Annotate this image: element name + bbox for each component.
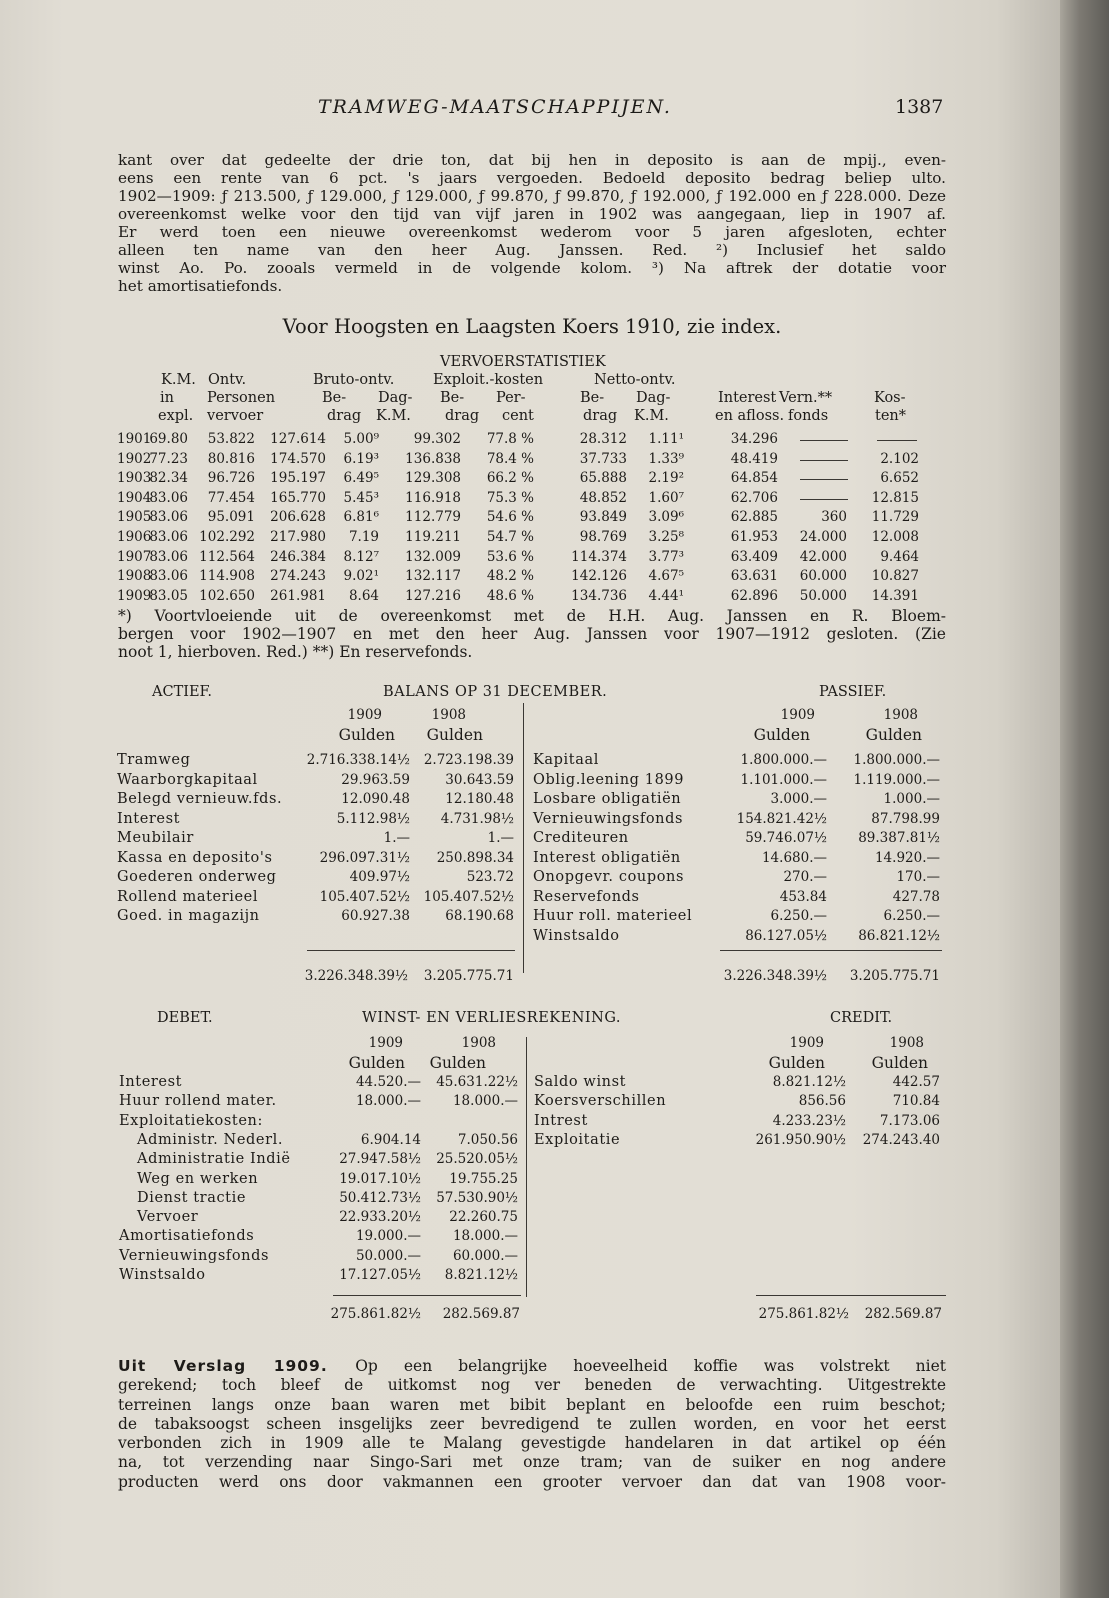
vervoer-year: 1902	[117, 450, 152, 467]
vervoer-cell: 174.570	[270, 450, 326, 467]
actief-value-1909: 409.97½	[349, 869, 410, 885]
actief-value-1908: 30.643.59	[445, 771, 514, 788]
vervoer-cell: 134.736	[571, 587, 627, 604]
intro-line: kant over dat gedeelte der drie ton, dat bij hen in deposito is aan de mpij., even-	[118, 151, 946, 169]
credit-item: Exploitatie	[534, 1131, 621, 1148]
vervoer-cell: 165.770	[270, 489, 326, 506]
passief-value-1909: 1.800.000.—	[740, 752, 827, 768]
actief-value-1908: 4.731.98½	[440, 810, 514, 827]
passief-value-1908: 1.119.000.—	[853, 771, 940, 788]
balans-total-rule	[720, 950, 942, 951]
debet-item: Administratie Indië	[137, 1151, 291, 1168]
vervoer-cell: 77.23	[149, 450, 188, 467]
vervoer-year: 1907	[117, 548, 152, 565]
vervoer-cell: 102.292	[199, 529, 255, 545]
debet-value-1909: 50.412.73½	[339, 1189, 421, 1206]
vervoer-header: Exploit.-kosten	[433, 372, 544, 388]
vervoer-cell: 62.885	[730, 509, 778, 526]
debet-item: Huur rollend mater.	[119, 1093, 277, 1110]
winst-title: WINST- EN VERLIESREKENING.	[362, 1010, 621, 1026]
vervoer-cell: 48.419	[730, 450, 778, 467]
vervoer-cell: 63.631	[730, 568, 778, 585]
balans-total: 3.226.348.39½	[723, 968, 827, 984]
passief-value-1909: 6.250.—	[770, 908, 827, 924]
footnote-line: bergen voor 1902—1907 en met den heer Aug. Janssen voor 1907—1912 gesloten. (Zie	[118, 625, 946, 643]
koers-note: Voor Hoogsten en Laagsten Koers 1910, zie index.	[282, 315, 782, 338]
vervoer-footnote	[118, 607, 946, 661]
vervoer-cell: 8.64	[348, 587, 379, 604]
verslag-first-line: Uit Verslag 1909. Op een belangrijke hoeveelheid koffie was volstrekt niet	[118, 1357, 946, 1375]
vervoer-year: 1901	[117, 431, 152, 447]
vervoer-header: drag	[327, 408, 362, 424]
vervoer-header: ten*	[875, 408, 906, 424]
actief-item: Waarborgkapitaal	[117, 771, 258, 788]
vervoer-cell: 34.296	[730, 431, 778, 447]
vervoer-header: Netto-ontv.	[594, 372, 676, 388]
actief-value-1908: 250.898.34	[436, 849, 514, 866]
debet-value-1909: 27.947.58½	[339, 1151, 421, 1168]
vervoer-cell: 95.091	[207, 509, 255, 526]
verslag-heading: Uit Verslag 1909.	[118, 1357, 356, 1375]
debet-value-1908: 19.755.25	[449, 1170, 518, 1187]
vervoer-cell: 1.60⁷	[648, 489, 684, 506]
actief-value-1908: 12.180.48	[445, 791, 514, 807]
debet-value-1908: 7.050.56	[457, 1131, 518, 1148]
passief-item: Winstsaldo	[533, 927, 620, 944]
vervoer-cell: 360	[821, 509, 847, 526]
winst-total-rule	[333, 1295, 521, 1296]
vervoer-cell: 14.391	[871, 587, 919, 604]
vervoer-cell: 9.02¹	[343, 568, 379, 585]
vervoer-cell: 12.008	[871, 529, 919, 545]
actief-value-1908: 2.723.198.39	[423, 752, 514, 768]
passief-item: Crediteuren	[533, 830, 629, 846]
actief-value-1909: 60.927.38	[341, 908, 410, 924]
vervoer-header: Bruto-ontv.	[313, 372, 395, 388]
credit-value-1909: 261.950.90½	[755, 1131, 846, 1148]
balans-unit: Gulden	[753, 726, 810, 744]
vervoer-dash	[800, 440, 848, 441]
passief-value-1908: 87.798.99	[871, 810, 940, 827]
intro-line: Er werd toen een nieuwe overeenkomst wederom voor 5 jaren afgesloten, echter	[118, 223, 946, 241]
passief-value-1909: 14.680.—	[761, 849, 827, 866]
vervoer-cell: 195.197	[270, 470, 326, 487]
vervoer-cell: 83.06	[149, 509, 188, 526]
vervoer-cell: 64.854	[730, 470, 778, 487]
vervoer-cell: 127.216	[405, 587, 461, 604]
vervoer-header: K.M.	[161, 372, 196, 388]
winst-total: 275.861.82½	[330, 1306, 421, 1322]
actief-value-1908: 523.72	[466, 869, 514, 885]
vervoer-cell: 48.2 %	[486, 568, 534, 585]
balans-passief-label: PASSIEF.	[819, 684, 887, 700]
passief-value-1909: 154.821.42½	[736, 810, 827, 827]
passief-value-1909: 86.127.05½	[745, 927, 827, 944]
debet-item: Winstsaldo	[119, 1267, 206, 1283]
vervoer-cell: 69.80	[149, 431, 188, 447]
debet-item: Interest	[119, 1074, 183, 1090]
vervoer-cell: 82.34	[149, 470, 188, 487]
vervoer-year: 1908	[117, 568, 152, 585]
winst-unit: Gulden	[871, 1054, 928, 1072]
passief-value-1908: 6.250.—	[883, 908, 940, 924]
vervoer-cell: 48.852	[579, 489, 627, 506]
vervoer-title: VERVOERSTATISTIEK	[440, 354, 606, 370]
credit-value-1909: 8.821.12½	[772, 1074, 846, 1090]
actief-value-1909: 2.716.338.14½	[306, 752, 410, 768]
passief-value-1909: 59.746.07½	[745, 830, 827, 846]
vervoer-cell: 42.000	[799, 548, 847, 565]
debet-item: Dienst tractie	[137, 1189, 247, 1206]
winst-total: 275.861.82½	[758, 1306, 849, 1322]
vervoer-header: Personen	[207, 390, 276, 406]
winst-year: 1908	[889, 1035, 924, 1051]
debet-item: Amortisatiefonds	[119, 1228, 255, 1245]
vervoer-cell: 206.628	[270, 509, 326, 526]
vervoer-cell: 53.822	[207, 431, 255, 447]
vervoer-cell: 3.09⁶	[648, 509, 684, 526]
vervoer-cell: 28.312	[579, 431, 627, 447]
balans-unit: Gulden	[865, 726, 922, 744]
vervoer-cell: 142.126	[571, 568, 627, 585]
passief-value-1908: 89.387.81½	[858, 830, 940, 846]
debet-value-1908: 22.260.75	[449, 1209, 518, 1226]
winst-total-rule	[756, 1295, 946, 1296]
intro-line: alleen ten name van den heer Aug. Janssen. Red. ²) Inclusief het saldo	[118, 241, 946, 259]
debet-value-1908: 45.631.22½	[436, 1074, 518, 1090]
vervoer-cell: 83.06	[149, 489, 188, 506]
verslag-line: terreinen langs onze baan waren met bibit beplant en beloofde een ruim beschot;	[118, 1395, 946, 1414]
vervoer-header: K.M.	[376, 408, 411, 424]
debet-value-1908: 25.520.05½	[436, 1151, 518, 1168]
vervoer-cell: 112.564	[199, 548, 255, 565]
debet-value-1908: 57.530.90½	[436, 1189, 518, 1206]
passief-item: Huur roll. materieel	[533, 908, 693, 924]
credit-value-1908: 442.57	[892, 1074, 940, 1090]
intro-line: overeenkomst welke voor den tijd van vijf jaren in 1902 was aangegaan, liep in 1907 af.	[118, 205, 946, 223]
credit-item: Intrest	[534, 1112, 588, 1129]
vervoer-cell: 62.896	[730, 587, 778, 604]
vervoer-cell: 54.7 %	[486, 529, 534, 545]
passief-item: Vernieuwingsfonds	[533, 810, 684, 827]
vervoer-cell: 12.815	[871, 489, 919, 506]
vervoer-cell: 119.211	[405, 529, 461, 545]
verslag-line: de tabaksoogst scheen insgelijks zeer bevredigend te zullen worden, en voor het eerst	[118, 1414, 946, 1433]
actief-item: Interest	[117, 810, 181, 827]
debet-value-1909: 50.000.—	[355, 1247, 421, 1264]
winst-divider	[526, 1037, 527, 1297]
vervoer-header: Per-	[496, 390, 526, 406]
vervoer-header: Dag-	[636, 390, 671, 406]
winst-unit: Gulden	[429, 1054, 486, 1072]
winst-year: 1909	[789, 1035, 824, 1051]
vervoer-header: fonds	[788, 408, 829, 424]
vervoer-year: 1909	[117, 587, 152, 604]
passief-value-1908: 86.821.12½	[858, 927, 940, 944]
passief-value-1908: 1.800.000.—	[853, 752, 940, 768]
vervoer-header: Be-	[322, 390, 347, 406]
credit-value-1908: 710.84	[892, 1093, 940, 1110]
vervoer-cell: 8.12⁷	[343, 548, 379, 565]
vervoer-cell: 37.733	[579, 450, 627, 467]
debet-value-1909: 44.520.—	[355, 1074, 421, 1090]
vervoer-cell: 136.838	[405, 450, 461, 467]
debet-value-1909: 6.904.14	[360, 1131, 421, 1148]
vervoer-header: K.M.	[634, 408, 669, 424]
verslag-line: producten werd ons door vakmannen een grooter vervoer dan dat van 1908 voor-	[118, 1472, 946, 1491]
vervoer-cell: 4.67⁵	[648, 568, 684, 585]
balans-actief-label: ACTIEF.	[152, 684, 212, 700]
passief-item: Oblig.leening 1899	[533, 771, 685, 788]
page-number: 1387	[895, 96, 944, 118]
vervoer-cell: 98.769	[579, 529, 627, 545]
passief-value-1908: 170.—	[896, 869, 940, 885]
vervoer-cell: 63.409	[730, 548, 778, 565]
passief-value-1908: 1.000.—	[883, 791, 940, 807]
vervoer-header: Kos-	[874, 390, 906, 406]
vervoer-cell: 2.19²	[648, 470, 684, 487]
vervoer-header: Be-	[440, 390, 465, 406]
vervoer-cell: 78.4 %	[486, 450, 534, 467]
intro-line: eens een rente van 6 pct. 's jaars vergoeden. Bedoeld deposito bedrag beliep ulto.	[118, 169, 946, 187]
vervoer-header: Interest	[718, 390, 777, 406]
actief-item: Tramweg	[117, 752, 191, 768]
running-header-title: TRAMWEG-MAATSCHAPPIJEN.	[318, 96, 672, 118]
vervoer-cell: 83.06	[149, 529, 188, 545]
vervoer-cell: 54.6 %	[486, 509, 534, 526]
credit-item: Saldo winst	[534, 1074, 627, 1090]
winst-debet-label: DEBET.	[157, 1010, 213, 1026]
vervoer-cell: 3.25⁸	[648, 529, 684, 545]
passief-item: Kapitaal	[533, 752, 599, 768]
debet-value-1909: 17.127.05½	[339, 1267, 421, 1283]
winst-total: 282.569.87	[864, 1306, 942, 1322]
winst-year: 1908	[461, 1035, 496, 1051]
debet-item: Vervoer	[137, 1209, 199, 1226]
vervoer-cell: 2.102	[880, 450, 919, 467]
vervoer-cell: 83.06	[149, 568, 188, 585]
debet-value-1909: 22.933.20½	[339, 1209, 421, 1226]
vervoer-cell: 217.980	[270, 529, 326, 545]
balans-unit: Gulden	[426, 726, 483, 744]
intro-paragraph	[118, 151, 946, 295]
debet-value-1908: 18.000.—	[452, 1093, 518, 1110]
vervoer-cell: 96.726	[207, 470, 255, 487]
vervoer-cell: 3.77³	[648, 548, 684, 565]
balans-year: 1909	[347, 707, 382, 723]
debet-value-1909: 19.000.—	[355, 1228, 421, 1245]
debet-value-1908: 60.000.—	[452, 1247, 518, 1264]
vervoer-cell: 5.00⁹	[343, 431, 379, 447]
credit-item: Koersverschillen	[534, 1093, 667, 1110]
actief-value-1909: 5.112.98½	[336, 810, 410, 827]
balans-year: 1909	[780, 707, 815, 723]
vervoer-dash	[877, 440, 917, 441]
vervoer-header: en afloss.	[715, 408, 785, 424]
debet-value-1909: 19.017.10½	[339, 1170, 421, 1187]
actief-value-1908: 1.—	[487, 830, 514, 846]
vervoer-header: cent	[502, 408, 534, 424]
winst-credit-label: CREDIT.	[830, 1010, 893, 1026]
vervoer-cell: 5.45³	[343, 489, 379, 506]
verslag-paragraph	[118, 1357, 946, 1492]
passief-value-1909: 3.000.—	[770, 791, 827, 807]
actief-value-1909: 1.—	[383, 830, 410, 846]
actief-value-1909: 29.963.59	[341, 771, 410, 788]
vervoer-cell: 62.706	[730, 489, 778, 506]
winst-total: 282.569.87	[442, 1306, 520, 1322]
balans-year: 1908	[883, 707, 918, 723]
vervoer-header: Ontv.	[208, 372, 247, 388]
vervoer-cell: 60.000	[799, 568, 847, 585]
vervoer-cell: 116.918	[405, 489, 461, 506]
vervoer-cell: 6.19³	[343, 450, 379, 467]
balans-year: 1908	[431, 707, 466, 723]
vervoer-year: 1905	[117, 509, 152, 526]
debet-item: Exploitatiekosten:	[119, 1112, 263, 1129]
vervoer-cell: 48.6 %	[486, 587, 534, 604]
balans-total: 3.205.775.71	[849, 968, 940, 984]
vervoer-cell: 99.302	[413, 431, 461, 447]
balans-title: BALANS OP 31 DECEMBER.	[383, 684, 608, 700]
balans-total: 3.226.348.39½	[304, 968, 408, 984]
passief-item: Interest obligatiën	[533, 849, 681, 866]
vervoer-cell: 83.05	[149, 587, 188, 604]
vervoer-cell: 127.614	[270, 431, 326, 447]
vervoer-cell: 261.981	[270, 587, 326, 604]
vervoer-cell: 11.729	[871, 509, 919, 526]
vervoer-header: expl.	[158, 408, 194, 424]
vervoer-header: Vern.**	[779, 390, 833, 406]
verslag-line: verbonden zich in 1909 alle te Malang gevestigde handelaren in dat artikel op één	[118, 1434, 946, 1453]
winst-unit: Gulden	[768, 1054, 825, 1072]
credit-value-1909: 4.233.23½	[772, 1112, 846, 1129]
passief-value-1909: 453.84	[779, 888, 827, 905]
actief-value-1908: 105.407.52½	[423, 888, 514, 905]
vervoer-year: 1904	[117, 489, 152, 506]
actief-item: Kassa en deposito's	[117, 849, 273, 866]
vervoer-year: 1903	[117, 470, 152, 487]
debet-value-1909: 18.000.—	[355, 1093, 421, 1110]
debet-value-1908: 18.000.—	[452, 1228, 518, 1245]
passief-item: Losbare obligatiën	[533, 791, 682, 807]
vervoer-cell: 129.308	[405, 470, 461, 487]
vervoer-cell: 24.000	[799, 529, 847, 545]
vervoer-header: Be-	[580, 390, 605, 406]
vervoer-cell: 65.888	[579, 470, 627, 487]
debet-item: Administr. Nederl.	[137, 1131, 284, 1148]
balans-total-rule	[307, 950, 515, 951]
winst-unit: Gulden	[348, 1054, 405, 1072]
vervoer-header: Dag-	[378, 390, 413, 406]
passief-item: Onopgevr. coupons	[533, 869, 685, 885]
vervoer-cell: 93.849	[579, 509, 627, 526]
vervoer-cell: 66.2 %	[486, 470, 534, 487]
intro-line: het amortisatiefonds.	[118, 277, 283, 295]
debet-item: Vernieuwingsfonds	[119, 1247, 270, 1264]
vervoer-cell: 53.6 %	[486, 548, 534, 565]
footnote-line: noot 1, hierboven. Red.) **) En reservefonds.	[118, 643, 473, 661]
vervoer-cell: 112.779	[405, 509, 461, 526]
vervoer-header: vervoer	[207, 408, 264, 424]
credit-value-1908: 7.173.06	[879, 1112, 940, 1129]
vervoer-cell: 50.000	[799, 587, 847, 604]
actief-value-1909: 105.407.52½	[319, 888, 410, 905]
passief-value-1908: 427.78	[892, 888, 940, 905]
vervoer-cell: 1.33⁹	[648, 450, 684, 467]
passief-value-1908: 14.920.—	[874, 849, 940, 866]
debet-item: Weg en werken	[137, 1170, 259, 1187]
footnote-line: *) Voortvloeiende uit de overeenkomst met de H.H. Aug. Janssen en R. Bloem-	[118, 607, 946, 625]
balans-unit: Gulden	[338, 726, 395, 744]
vervoer-cell: 6.81⁶	[343, 509, 379, 526]
actief-item: Goed. in magazijn	[117, 908, 260, 924]
vervoer-cell: 114.374	[571, 548, 627, 565]
actief-value-1909: 12.090.48	[341, 791, 410, 807]
vervoer-header: drag	[445, 408, 480, 424]
vervoer-cell: 114.908	[199, 568, 255, 585]
vervoer-header: in	[160, 390, 174, 406]
intro-line: winst Ao. Po. zooals vermeld in de volgende kolom. ³) Na aftrek der dotatie voor	[118, 259, 946, 277]
vervoer-cell: 77.454	[207, 489, 255, 506]
vervoer-cell: 7.19	[348, 529, 379, 545]
credit-value-1908: 274.243.40	[862, 1131, 940, 1148]
passief-value-1909: 270.—	[783, 869, 827, 885]
vervoer-cell: 61.953	[730, 529, 778, 545]
actief-item: Meubilair	[117, 830, 194, 846]
vervoer-cell: 1.11¹	[648, 431, 684, 447]
vervoer-cell: 10.827	[871, 568, 919, 585]
vervoer-cell: 75.3 %	[486, 489, 534, 506]
book-binding-edge	[1060, 0, 1109, 1598]
vervoer-cell: 83.06	[149, 548, 188, 565]
credit-value-1909: 856.56	[798, 1093, 846, 1110]
verslag-line: na, tot verzending naar Singo-Sari met onze tram; van de suiker en nog andere	[118, 1453, 946, 1472]
debet-value-1908: 8.821.12½	[444, 1267, 518, 1283]
vervoer-cell: 246.384	[270, 548, 326, 565]
vervoer-cell: 132.009	[405, 548, 461, 565]
vervoer-cell: 4.44¹	[648, 587, 684, 604]
balans-divider	[523, 703, 524, 973]
vervoer-cell: 132.117	[405, 568, 461, 585]
verslag-line: gerekend; toch bleef de uitkomst nog ver beneden de verwachting. Uitgestrekte	[118, 1376, 946, 1395]
vervoer-cell: 6.652	[880, 470, 919, 487]
actief-value-1909: 296.097.31½	[319, 849, 410, 866]
vervoer-cell: 102.650	[199, 587, 255, 604]
vervoer-cell: 80.816	[207, 450, 255, 467]
vervoer-header: drag	[583, 408, 618, 424]
vervoer-cell: 274.243	[270, 568, 326, 585]
winst-year: 1909	[368, 1035, 403, 1051]
actief-item: Belegd vernieuw.fds.	[117, 791, 283, 807]
actief-item: Rollend materieel	[117, 888, 259, 905]
vervoer-cell: 77.8 %	[486, 431, 534, 447]
actief-item: Goederen onderweg	[117, 869, 277, 885]
vervoer-year: 1906	[117, 529, 152, 545]
intro-line: 1902—1909: ƒ 213.500, ƒ 129.000, ƒ 129.000, ƒ 99.870, ƒ 99.870, ƒ 192.000, ƒ 192.000 en ƒ 228.000. Deze	[118, 187, 946, 205]
balans-total: 3.205.775.71	[423, 968, 514, 984]
vervoer-cell: 6.49⁵	[343, 470, 379, 487]
actief-value-1908: 68.190.68	[445, 908, 514, 924]
vervoer-cell: 9.464	[880, 548, 919, 565]
passief-item: Reservefonds	[533, 888, 640, 905]
passief-value-1909: 1.101.000.—	[740, 771, 827, 788]
